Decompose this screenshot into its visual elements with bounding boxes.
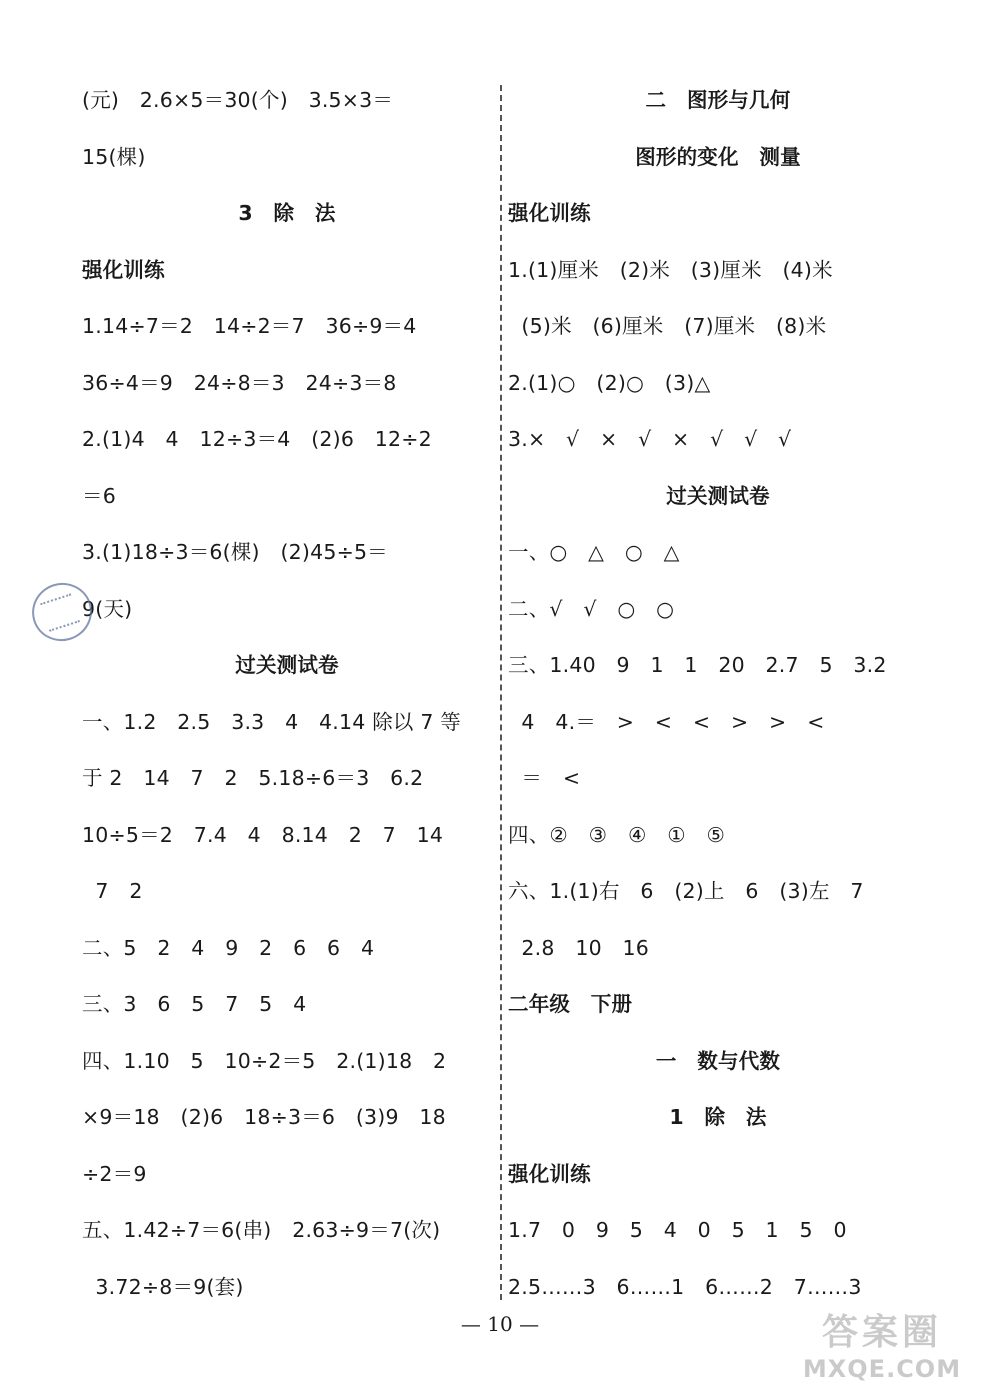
text-line: 1.14÷7＝2 14÷2＝7 36÷9＝4	[82, 314, 417, 338]
subsection-heading: 强化训练	[508, 1161, 591, 1186]
text-line: 六、1.(1)右 6 (2)上 6 (3)左 7	[508, 879, 864, 903]
watermark-text: 答案圈	[821, 1312, 942, 1353]
text-line: 1.7 0 9 5 4 0 5 1 5 0	[508, 1218, 847, 1242]
text-line: 15(棵)	[82, 144, 146, 169]
column-divider	[500, 85, 502, 1300]
text-line: 一、○ △ ○ △	[508, 540, 680, 564]
text-line: 2.(1)○ (2)○ (3)△	[508, 370, 711, 395]
text-line: 三、3 6 5 7 5 4	[82, 992, 307, 1016]
text-line: ＝ <	[508, 766, 581, 790]
text-line: 36÷4＝9 24÷8＝3 24÷3＝8	[82, 370, 397, 395]
text-line: (5)米 (6)厘米 (7)厘米 (8)米	[508, 314, 827, 338]
text-line: 9(天)	[82, 596, 133, 621]
text-line: 10÷5＝2 7.4 4 8.14 2 7 14	[82, 822, 444, 847]
right-column	[508, 72, 928, 1315]
page-number: — 10 —	[460, 1312, 540, 1336]
text-line: 2.5……3 6……1 6……2 7……3	[508, 1274, 862, 1299]
section-title: 过关测试卷	[666, 483, 770, 508]
text-line: 三、1.40 9 1 1 20 2.7 5 3.2	[508, 653, 887, 677]
text-line: 一、1.2 2.5 3.3 4 4.14 除以 7 等	[82, 709, 461, 734]
text-line: 4 4.＝ > < < > > <	[508, 709, 825, 734]
watermark-url: MXQE.COM	[802, 1355, 962, 1383]
text-line: 四、1.10 5 10÷2＝5 2.(1)18 2	[82, 1048, 447, 1073]
watermark-logo	[782, 1311, 982, 1391]
left-column	[82, 72, 492, 1315]
text-line: 四、② ③ ④ ① ⑤	[508, 822, 726, 847]
section-title: 过关测试卷	[235, 653, 339, 677]
text-line: ÷2＝9	[82, 1161, 147, 1186]
text-line: 于 2 14 7 2 5.18÷6＝3 6.2	[82, 766, 424, 790]
section-title: 3 除 法	[238, 201, 336, 225]
text-line: 五、1.42÷7＝6(串) 2.63÷9＝7(次)	[82, 1218, 441, 1242]
text-line: 3.72÷8＝9(套)	[82, 1274, 244, 1299]
text-line: ＝6	[82, 483, 116, 508]
subsection-heading: 强化训练	[82, 257, 165, 282]
text-line: 二、5 2 4 9 2 6 6 4	[82, 935, 375, 960]
text-line: 3.(1)18÷3＝6(棵) (2)45÷5＝	[82, 540, 388, 564]
section-title: 图形的变化 测量	[635, 144, 801, 169]
text-line: (元) 2.6×5＝30(个) 3.5×3＝	[82, 88, 394, 112]
subsection-heading: 强化训练	[508, 201, 591, 225]
text-line: 二、√ √ ○ ○	[508, 596, 675, 621]
text-line: ×9＝18 (2)6 18÷3＝6 (3)9 18	[82, 1105, 446, 1129]
chapter-title: 二 图形与几何	[645, 88, 791, 112]
grade-heading: 二年级 下册	[508, 992, 633, 1016]
chapter-title: 一 数与代数	[655, 1048, 781, 1073]
text-line: 2.8 10 16	[508, 935, 650, 960]
text-line: 2.(1)4 4 12÷3＝4 (2)6 12÷2	[82, 427, 432, 451]
section-title: 1 除 法	[669, 1105, 767, 1129]
text-line: 1.(1)厘米 (2)米 (3)厘米 (4)米	[508, 257, 833, 282]
text-line: 3.× √ × √ × √ √ √	[508, 427, 792, 451]
text-line: 7 2	[82, 879, 143, 903]
